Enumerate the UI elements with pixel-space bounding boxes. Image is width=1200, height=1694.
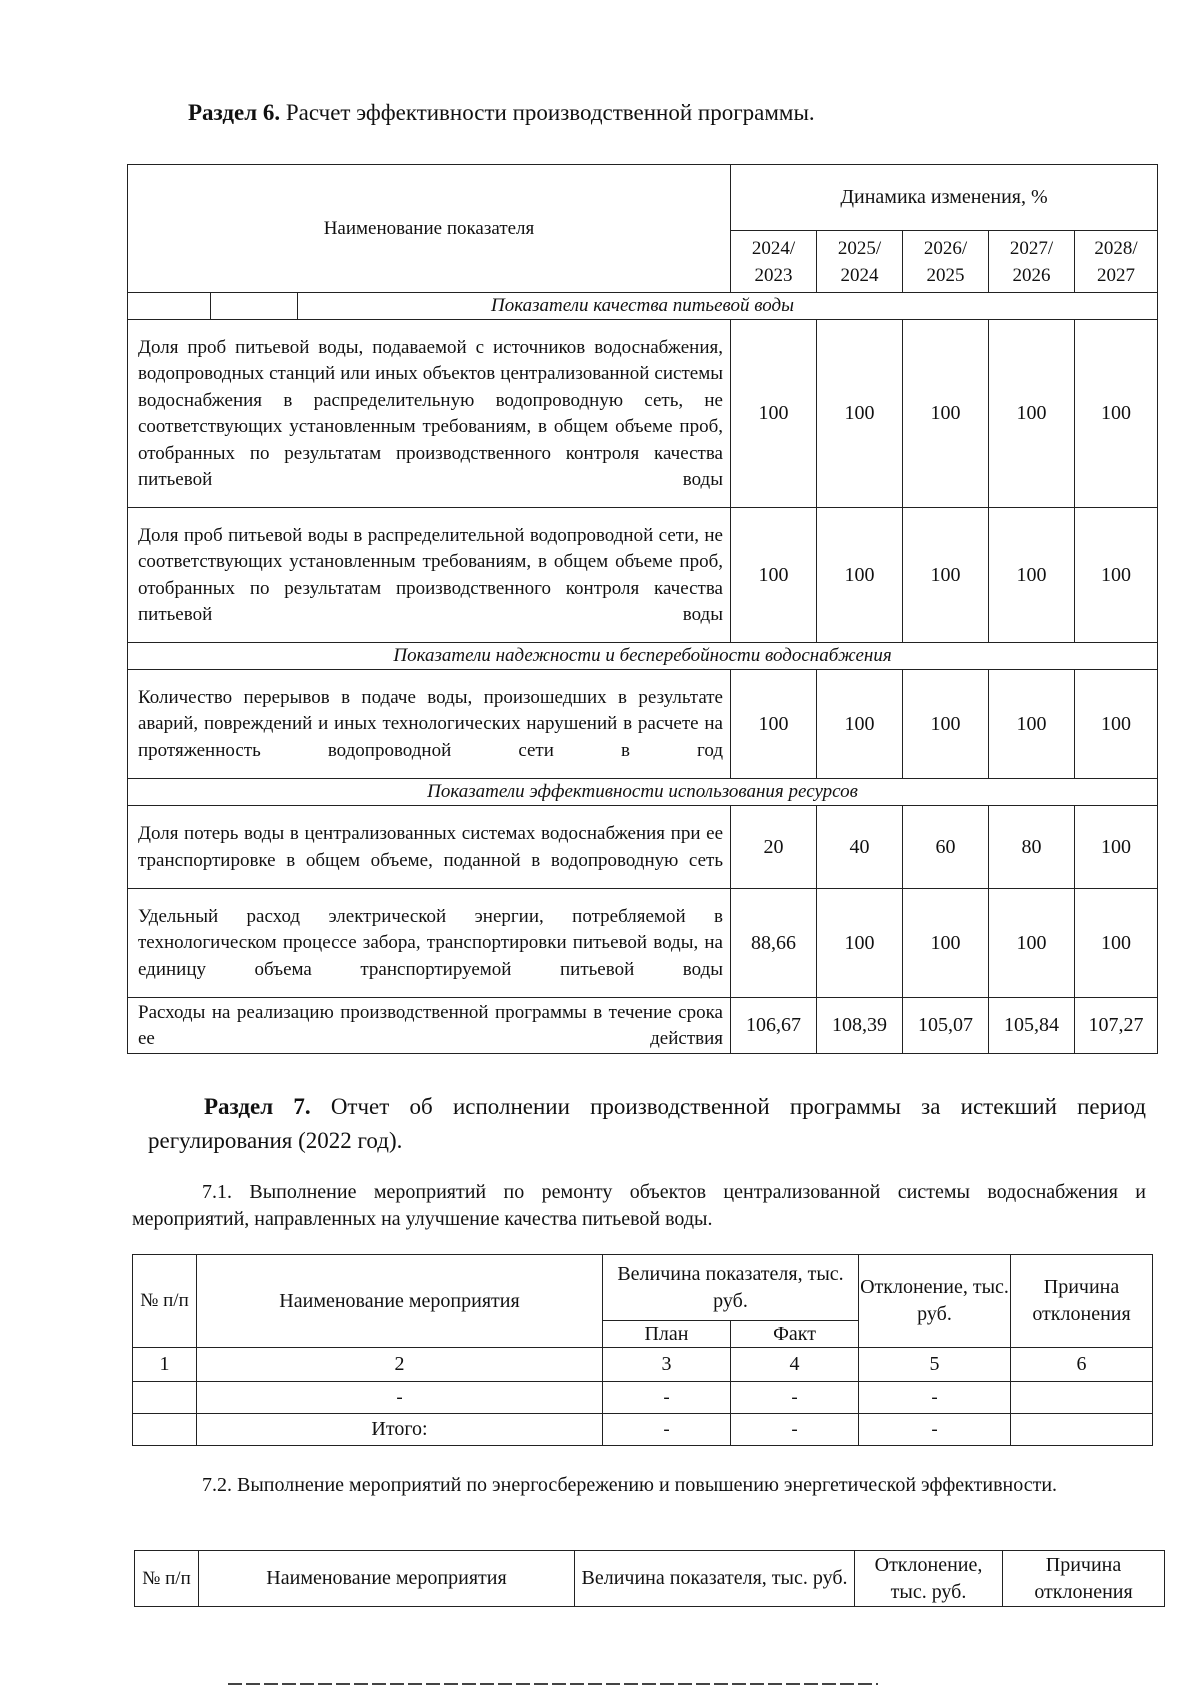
indicator-value: 100 [817, 670, 903, 779]
footer-dashed-line [228, 1683, 878, 1685]
column-number: 6 [1011, 1348, 1153, 1382]
repair-measures-table [132, 1254, 1153, 1446]
table-cell [1011, 1382, 1153, 1414]
indicator-value: 20 [731, 806, 817, 889]
indicator-value: 100 [989, 508, 1075, 643]
header-fact: Факт [731, 1321, 859, 1348]
header-number: № п/п [133, 1255, 197, 1348]
indicator-value: 106,67 [731, 998, 817, 1054]
indicator-value: 100 [903, 889, 989, 998]
indicator-value: 100 [1075, 889, 1158, 998]
divider [210, 293, 211, 319]
indicator-value: 100 [1075, 670, 1158, 779]
header-indicator-name: Наименование показателя [128, 165, 731, 293]
indicator-value: 88,66 [731, 889, 817, 998]
indicator-value: 40 [817, 806, 903, 889]
subsection-7-2: 7.2. Выполнение мероприятий по энергосбережению и повышению энергетической эффективности. [202, 1474, 1058, 1496]
indicator-value: 107,27 [1075, 998, 1158, 1054]
table-cell: - [731, 1414, 859, 1446]
indicator-name: Расходы на реализацию производственной программы в течение срока ее действия [128, 998, 731, 1054]
indicator-value: 100 [731, 670, 817, 779]
energy-measures-table [134, 1550, 1165, 1607]
header-indicator-value: Величина показателя, тыс. руб. [575, 1551, 855, 1607]
indicator-name: Количество перерывов в подаче воды, произошедших в результате аварий, повреждений и иных технологических нарушений в расчете на протяженность водопроводной сети в год [128, 670, 731, 779]
indicator-name: Удельный расход электрической энергии, потребляемой в технологическом процессе забора, транспортировки питьевой воды, на единицу объема транспортируемой питьевой воды [128, 889, 731, 998]
group-header-reliability: Показатели надежности и бесперебойности водоснабжения [128, 643, 1158, 670]
indicator-value: 100 [989, 889, 1075, 998]
table-cell: - [859, 1414, 1011, 1446]
indicator-value: 100 [1075, 320, 1158, 508]
section-7-label: Раздел 7. [204, 1094, 311, 1119]
header-reason: Причина отклонения [1003, 1551, 1165, 1607]
year-header: 2026/ 2025 [903, 231, 989, 293]
group-header-quality [128, 293, 1158, 320]
table-cell: - [603, 1382, 731, 1414]
table-cell: - [197, 1382, 603, 1414]
indicator-value: 100 [989, 320, 1075, 508]
table-cell: - [859, 1382, 1011, 1414]
divider [297, 293, 298, 319]
indicator-value: 100 [903, 508, 989, 643]
efficiency-table [127, 164, 1158, 1054]
header-reason: Причина отклонения [1011, 1255, 1153, 1348]
table-cell [133, 1414, 197, 1446]
column-number: 2 [197, 1348, 603, 1382]
column-number: 5 [859, 1348, 1011, 1382]
indicator-name: Доля проб питьевой воды в распределительной водопроводной сети, не соответствующих установленным требованиям, в общем объеме проб, отобранных по результатам производственного контроля качества питьевой воды [128, 508, 731, 643]
group-header-resources: Показатели эффективности использования ресурсов [128, 779, 1158, 806]
indicator-value: 100 [903, 670, 989, 779]
column-number: 3 [603, 1348, 731, 1382]
indicator-value: 100 [903, 320, 989, 508]
indicator-value: 100 [989, 670, 1075, 779]
group-title: Показатели качества питьевой воды [491, 295, 794, 316]
table-cell [1011, 1414, 1153, 1446]
header-plan: План [603, 1321, 731, 1348]
table-cell: - [603, 1414, 731, 1446]
table-cell [133, 1382, 197, 1414]
indicator-value: 105,84 [989, 998, 1075, 1054]
header-deviation: Отклонение, тыс. руб. [855, 1551, 1003, 1607]
section-6-heading [188, 100, 815, 126]
header-number: № п/п [135, 1551, 199, 1607]
year-header: 2025/ 2024 [817, 231, 903, 293]
indicator-value: 100 [817, 508, 903, 643]
header-measure-name: Наименование мероприятия [199, 1551, 575, 1607]
indicator-value: 60 [903, 806, 989, 889]
header-indicator-value: Величина показателя, тыс. руб. [603, 1255, 859, 1321]
indicator-value: 100 [1075, 806, 1158, 889]
year-header: 2028/ 2027 [1075, 231, 1158, 293]
header-measure-name: Наименование мероприятия [197, 1255, 603, 1348]
column-number: 1 [133, 1348, 197, 1382]
year-header: 2027/ 2026 [989, 231, 1075, 293]
indicator-value: 108,39 [817, 998, 903, 1054]
indicator-value: 100 [731, 508, 817, 643]
total-label: Итого: [197, 1414, 603, 1446]
section-7-heading [148, 1090, 1146, 1158]
header-deviation: Отклонение, тыс. руб. [859, 1255, 1011, 1348]
subsection-7-1: 7.1. Выполнение мероприятий по ремонту объектов централизованной системы водоснабжения и мероприятий, направленных на улучшение качества питьевой воды. [132, 1181, 1146, 1230]
indicator-name: Доля потерь воды в централизованных системах водоснабжения при ее транспортировке в общем объеме, поданной в водопроводную сеть [128, 806, 731, 889]
indicator-value: 100 [1075, 508, 1158, 643]
indicator-value: 100 [731, 320, 817, 508]
table-cell: - [731, 1382, 859, 1414]
indicator-value: 105,07 [903, 998, 989, 1054]
indicator-value: 100 [817, 320, 903, 508]
section-6-title: Расчет эффективности производственной программы. [280, 100, 815, 125]
indicator-name: Доля проб питьевой воды, подаваемой с источников водоснабжения, водопроводных станций или иных объектов централизованной системы водоснабжения в распределительную водопроводную сеть, не соответствующих установленным требованиям, в общем объеме проб, отобранных по результатам производственного контроля качества питьевой воды [128, 320, 731, 508]
section-7-title: Отчет об исполнении производственной программы за истекший период регулирования (2022 год). [148, 1094, 1146, 1153]
year-header: 2024/ 2023 [731, 231, 817, 293]
column-number: 4 [731, 1348, 859, 1382]
indicator-value: 80 [989, 806, 1075, 889]
indicator-value: 100 [817, 889, 903, 998]
header-dynamics: Динамика изменения, % [731, 165, 1158, 231]
section-6-label: Раздел 6. [188, 100, 281, 125]
